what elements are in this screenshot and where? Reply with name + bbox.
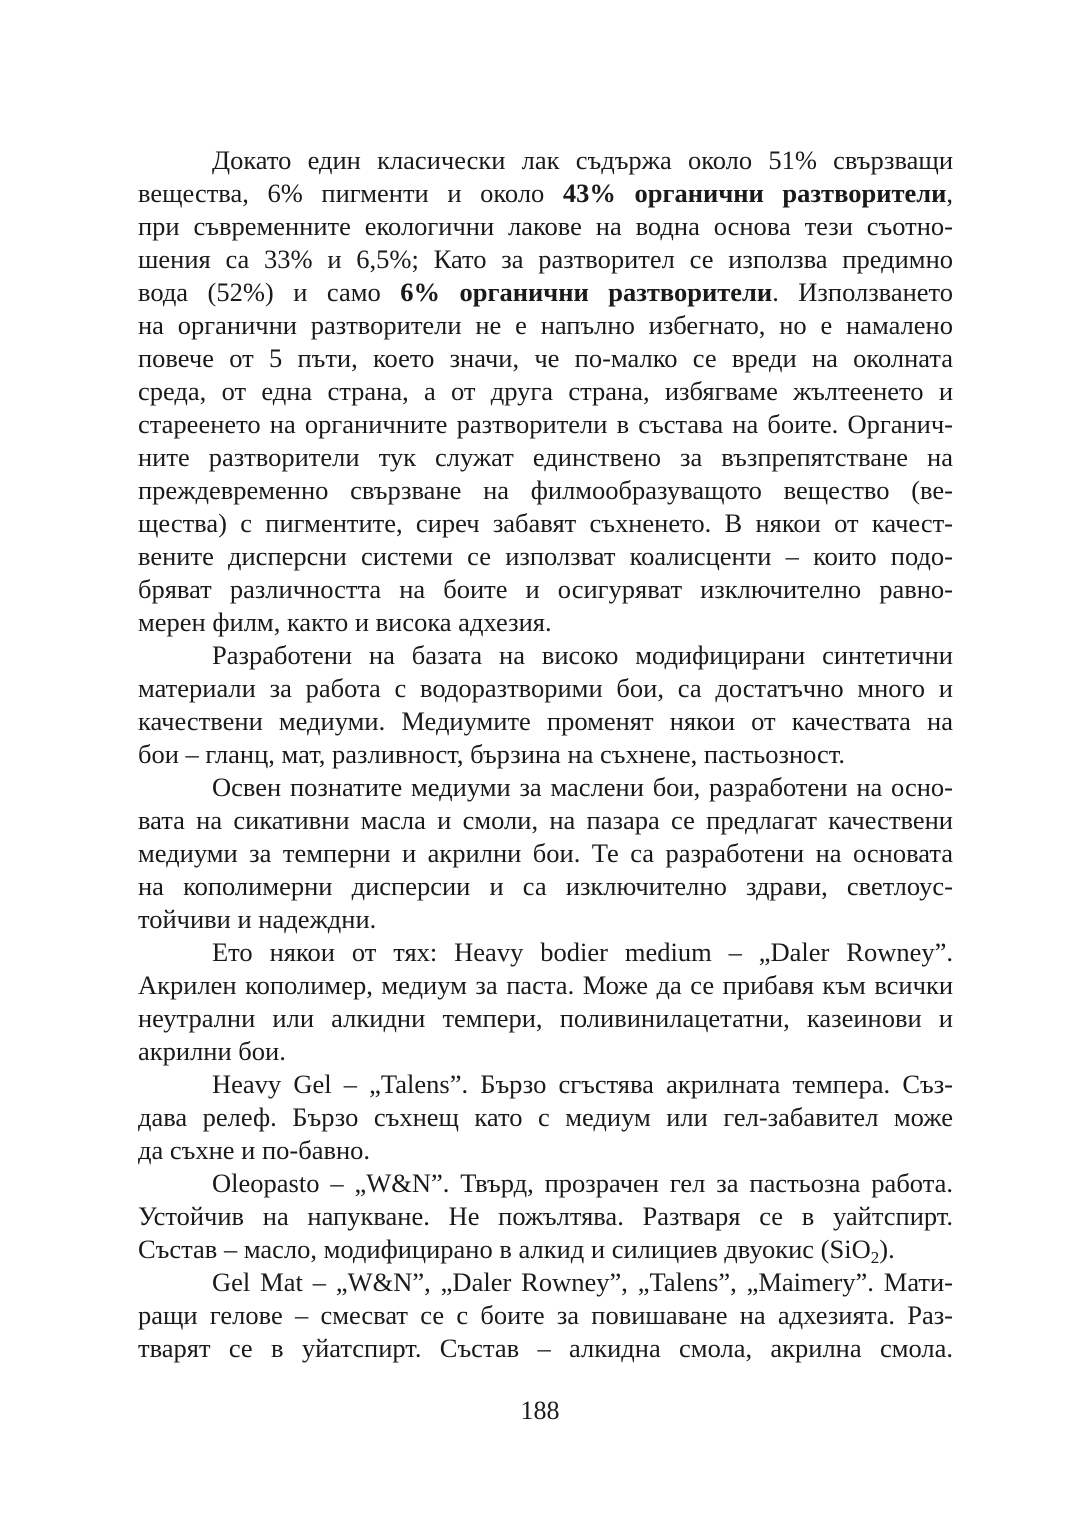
text-line: преждевременно свързване на филмообразуващото вещество (ве- — [138, 475, 953, 505]
text-line: на кополимерни дисперсии и са изключително здрави, светлоус- — [138, 871, 953, 901]
text-line: на органични разтворители не е напълно избегнато, но е намалено — [138, 310, 953, 340]
text-line: стареенето на органичните разтворители в състава на боите. Органич- — [138, 409, 953, 439]
text-line: Разработени на базата на високо модифицирани синтетични — [212, 640, 953, 670]
text-line: да съхне и по-бавно. — [138, 1135, 371, 1165]
text-line: Освен познатите медиуми за маслени бои, разработени на осно- — [212, 772, 953, 802]
text-line: качествени медиуми. Медиумите променят някои от качествата на — [138, 706, 953, 736]
text-line: вата на сикативни масла и смоли, на пазара се предлагат качествени — [138, 805, 953, 835]
text-line: шения са 33% и 6,5%; Като за разтворител се използва предимно — [138, 244, 953, 274]
text-line: вещества, 6% пигменти и около 43% органични разтворители, — [138, 178, 953, 208]
text-line: Акрилен кополимер, медиум за паста. Може да се прибавя към всички — [138, 970, 953, 1000]
text-line: бои – гланц, мат, разливност, бързина на съхнене, пастьозност. — [138, 739, 846, 769]
text-line: Heavy Gel – „Talens”. Бързо сгъстява акрилната темпера. Съз- — [212, 1069, 953, 1099]
page-number: 188 — [520, 1396, 560, 1425]
text-line: мерен филм, както и висока адхезия. — [138, 607, 552, 637]
text-line: Докато един класически лак съдържа около 51% свързващи — [212, 145, 953, 175]
subscript: 2 — [870, 1248, 880, 1267]
text-line: среда, от една страна, а от друга страна, избягваме жълтеенето и — [138, 376, 953, 406]
text-line: неутрални или алкидни темпери, поливинилацетатни, казеинови и — [138, 1003, 953, 1033]
text-line: бряват различността на боите и осигуряват изключително равно- — [138, 574, 953, 604]
bold-emphasis: 6% органични разтворители — [400, 277, 773, 307]
text-line: ните разтворители тук служат единствено за възпрепятстване на — [138, 442, 953, 472]
text-line: Gel Mat – „W&N”, „Daler Rowney”, „Talens”, „Maimery”. Мати- — [212, 1267, 953, 1297]
text-line: при съвременните екологични лакове на водна основа тези съотно- — [138, 211, 953, 241]
text-line: тойчиви и надеждни. — [138, 904, 377, 934]
text-line: материали за работа с водоразтворими бои, са достатъчно много и — [138, 673, 953, 703]
bold-emphasis: 43% органични разтворители — [562, 178, 947, 208]
text-line: Ето някои от тях: Heavy bodier medium – „Daler Rowney”. — [212, 937, 953, 967]
text-line: дава релеф. Бързо съхнещ като с медиум или гел-забавител може — [138, 1102, 953, 1132]
text-line: медиуми за темперни и акрилни бои. Те са разработени на основата — [138, 838, 953, 868]
text-line: вените дисперсни системи се използват коалисценти – които подо- — [138, 541, 953, 571]
text-line: щества) с пигментите, сиреч забавят съхненето. В някои от качест- — [138, 508, 953, 538]
text-line: ращи гелове – смесват се с боите за повишаване на адхезията. Раз- — [138, 1300, 953, 1330]
text-line: Oleopasto – „W&N”. Твърд, прозрачен гел за пастьозна работа. — [212, 1168, 953, 1198]
text-line: Състав – масло, модифицирано в алкид и силициев двуокис (SiO$_2$). — [138, 1234, 895, 1267]
text-line: тварят се в уйатспирт. Състав – алкидна смола, акрилна смола. — [138, 1333, 953, 1363]
text-line: акрилни бои. — [138, 1036, 286, 1066]
text-line: повече от 5 пъти, което значи, че по-малко се вреди на околната — [138, 343, 953, 373]
text-line: Устойчив на напукване. Не пожълтява. Разтваря се в уайтспирт. — [138, 1201, 953, 1231]
text-line: вода (52%) и само 6% органични разтворители. Използването — [138, 277, 954, 307]
